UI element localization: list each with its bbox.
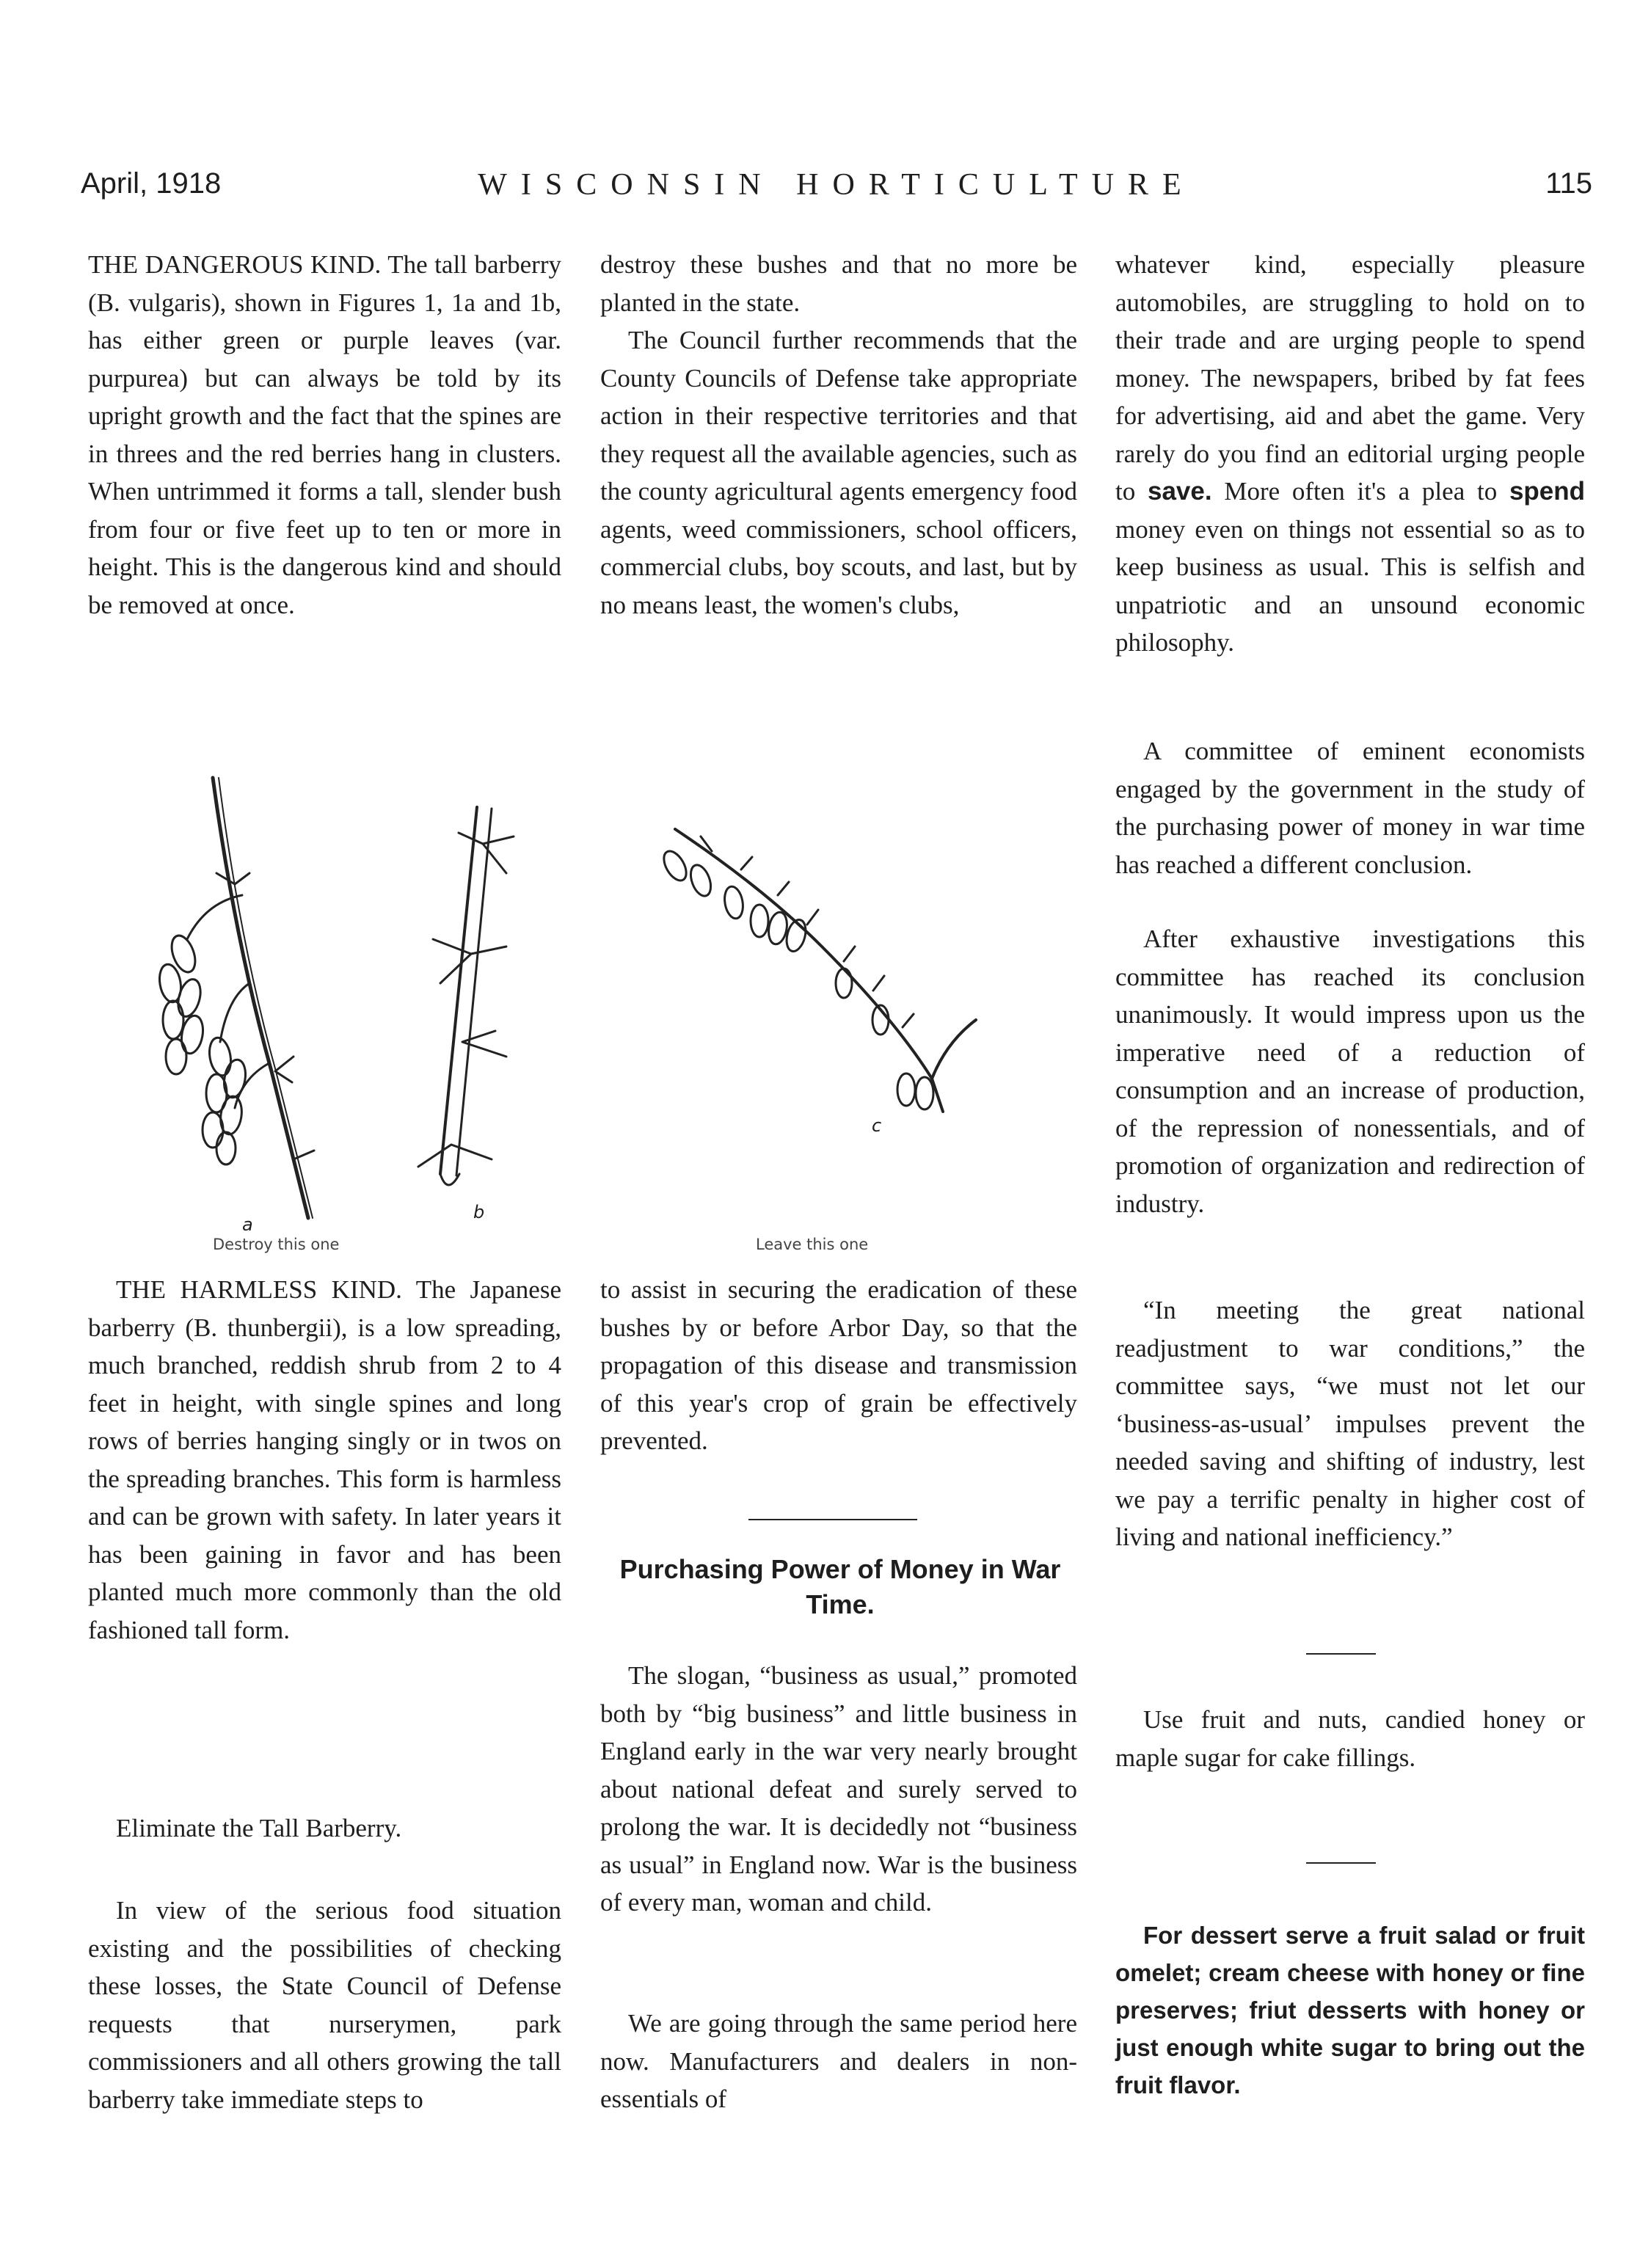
business-as-usual-paragraph: The slogan, “business as usual,” promoted both by “big business” and little business in England early in the war very nearly brought about national defeat and surely served to prolong the war. It is decidedly not “business as usual” in England now. War is the business of every man, woman and child. — [600, 1661, 1077, 1917]
divider-short-1 — [1306, 1653, 1376, 1655]
harmless-kind-paragraph: THE HARMLESS KIND. The Japanese barberry (B. thunbergii), is a low spreading, much branched, reddish shrub from 2 to 4 feet in height, with single spines and long rows of berries hanging singly or in twos on the spreading branches. This form is harmless and can be grown with safety. In later years it has been gaining in favor and has been planted much more commonly than the old fashioned tall form. — [88, 1275, 561, 1644]
spend-text-part2: More often it's a plea to — [1224, 477, 1498, 506]
tall-barberry-illustration — [125, 763, 536, 1233]
page-header — [81, 167, 1592, 211]
figure-label-a: a — [242, 1214, 253, 1235]
figure-label-b: b — [473, 1202, 485, 1222]
same-period-paragraph: We are going through the same period here now. Manufacturers and dealers in non-essentials of — [600, 2009, 1077, 2113]
committee-economists-paragraph: A committee of eminent economists engaged by the government in the study of the purchasing power of money in war time has reached a different conclusion. — [1115, 737, 1585, 879]
spend-text-part3: money even on things not essential so as to keep business as usual. This is selfish and unpatriotic and an unsound economic philosophy. — [1115, 514, 1585, 657]
destroy-bushes-paragraph: destroy these bushes and that no more be planted in the state. — [600, 250, 1077, 317]
journal-title: WISCONSIN HORTICULTURE — [478, 168, 1195, 202]
figure-caption-destroy: Destroy this one — [213, 1236, 340, 1253]
section-subhead-eliminate: Eliminate the Tall Barberry. — [116, 1814, 402, 1842]
exhaustive-investigations-paragraph: After exhaustive investigations this committee has reached its conclusion unanimously. It would impress upon us the imperative need of a reduction of consumption and an increase of production, of the repression of nonessentials, and of promotion of organization and redirection of industry. — [1115, 925, 1585, 1218]
divider-short-2 — [1306, 1862, 1376, 1864]
figure-label-c: c — [872, 1115, 882, 1136]
spend-text-part1: whatever kind, especially pleasure automobiles, are struggling to hold on to their trade and are urging people to spend money. The newspapers, bribed by fat fees for advertising, aid and abet the game. Very rarely do you find an editorial urging people to — [1115, 250, 1585, 506]
committee-quote-paragraph: “In meeting the great national readjustment to war conditions,” the committee says, “we must not let our ‘business-as-usual’ impulses prevent the needed saving and shifting of industry, lest we pay a terrific penalty in higher cost of living and national inefficiency.” — [1115, 1296, 1585, 1551]
dessert-note: For dessert serve a fruit salad or fruit omelet; cream cheese with honey or fine preserves; friut desserts with honey or just enough white sugar to bring out the fruit flavor. — [1115, 1922, 1585, 2099]
issue-date: April, 1918 — [81, 167, 222, 200]
emphasis-save: save. — [1147, 477, 1212, 506]
japanese-barberry-illustration — [631, 800, 1027, 1115]
article-heading: Purchasing Power of Money in War Time. — [619, 1554, 1061, 1619]
emphasis-spend: spend — [1509, 477, 1586, 506]
council-recommends-paragraph: The Council further recommends that the County Councils of Defense take appropriate action in their respective territories and that they request all the available agencies, such as the county agricultural agents emergency food agents, weed commissioners, school officers, commercial clubs, boy scouts, and last, but by no means least, the women's clubs, — [600, 326, 1077, 619]
figure-caption-leave: Leave this one — [756, 1236, 869, 1253]
dangerous-kind-paragraph: THE DANGEROUS KIND. The tall barberry (B. vulgaris), shown in Figures 1, 1a and 1b, has either green or purple leaves (var. purpurea) but can always be told by its upright growth and the fact that the spines are in threes and the red berries hang in clusters. When untrimmed it forms a tall, slender bush from four or five feet up to ten or more in height. This is the dangerous kind and should be removed at once. — [88, 250, 561, 619]
state-council-paragraph: In view of the serious food situation existing and the possibilities of checking these losses, the State Council of Defense requests that nurserymen, park commissioners and all others growing the tall barberry take immediate steps to — [88, 1896, 561, 2114]
spend-money-paragraph — [1115, 246, 1585, 662]
eradication-paragraph: to assist in securing the eradication of these bushes by or before Arbor Day, so that the propagation of this disease and transmission of this year's crop of grain be effectively prevented. — [600, 1275, 1077, 1455]
cake-fillings-note: Use fruit and nuts, candied honey or maple sugar for cake fillings. — [1115, 1705, 1585, 1772]
section-divider — [748, 1519, 917, 1520]
page-number: 115 — [1545, 167, 1592, 200]
